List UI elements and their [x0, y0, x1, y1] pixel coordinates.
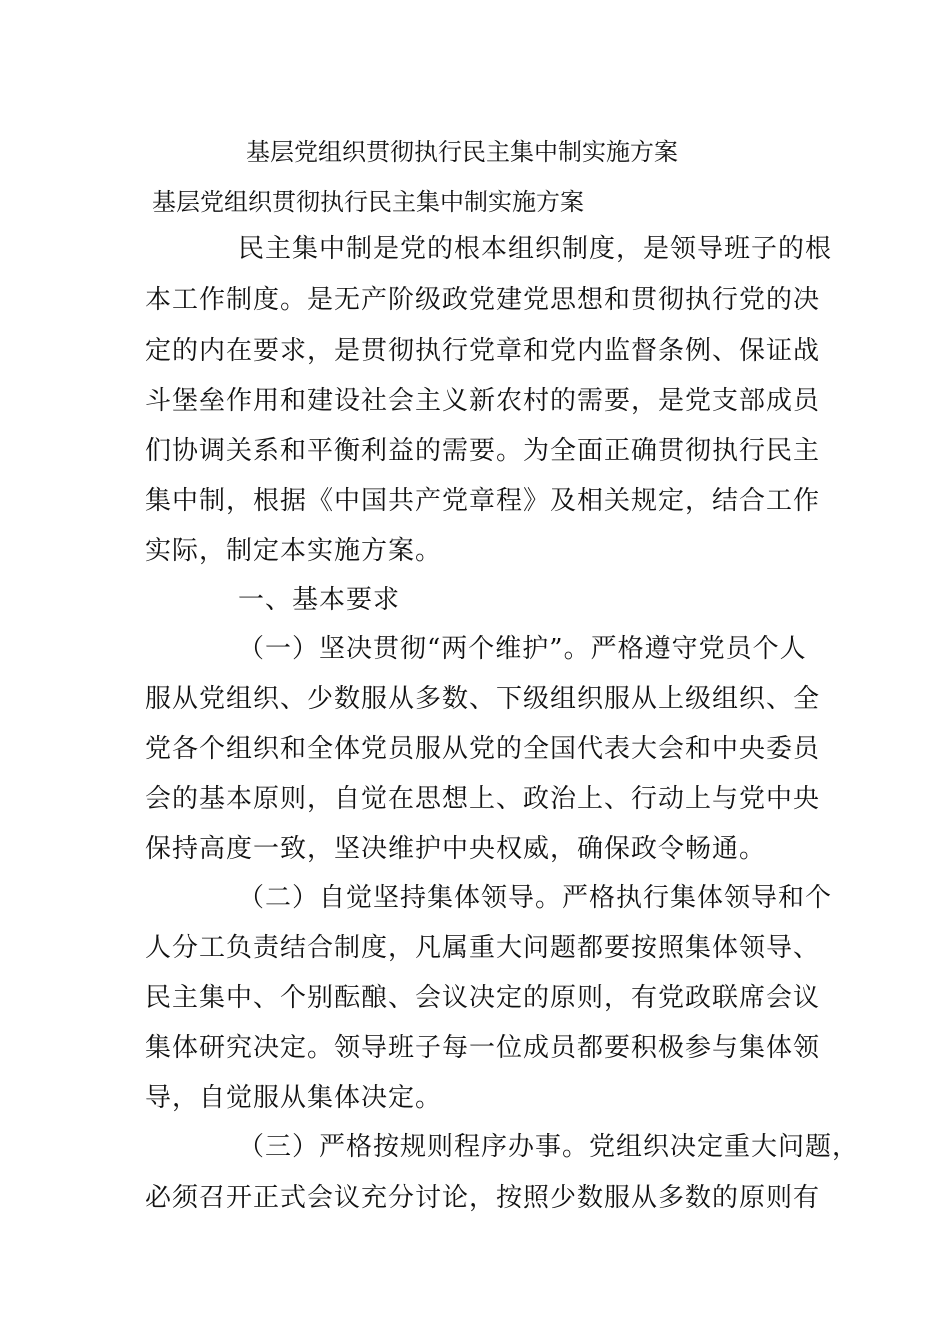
paragraph-line: 保持高度一致，坚决维护中央权威，确保政令畅通。 [145, 834, 767, 864]
paragraph-line: 必须召开正式会议充分讨论，按照少数服从多数的原则有 [145, 1183, 821, 1213]
paragraph-line: 导，自觉服从集体决定。 [145, 1083, 443, 1113]
paragraph-line: 民主集中、个别酝酿、会议决定的原则，有党政联席会议 [145, 983, 821, 1013]
paragraph-line: （二）自觉坚持集体领导。严格执行集体领导和个 [238, 883, 833, 913]
paragraph-line: 斗堡垒作用和建设社会主义新农村的需要，是党支部成员 [145, 386, 821, 416]
paragraph-line: 党各个组织和全体党员服从党的全国代表大会和中央委员 [145, 734, 821, 764]
document-subtitle: 基层党组织贯彻执行民主集中制实施方案 [152, 188, 584, 216]
section-heading: 一、基本要求 [238, 585, 401, 615]
paragraph-line: 本工作制度。是无产阶级政党建党思想和贯彻执行党的决 [145, 285, 821, 315]
paragraph-line: 会的基本原则，自觉在思想上、政治上、行动上与党中央 [145, 784, 821, 814]
paragraph-line: 集中制，根据《中国共产党章程》及相关规定，结合工作 [145, 486, 821, 516]
paragraph-line: 民主集中制是党的根本组织制度，是领导班子的根 [238, 234, 833, 264]
paragraph-line: 服从党组织、少数服从多数、下级组织服从上级组织、全 [145, 684, 821, 714]
paragraph-line: 定的内在要求，是贯彻执行党章和党内监督条例、保证战 [145, 336, 821, 366]
paragraph-line: 集体研究决定。领导班子每一位成员都要积极参与集体领 [145, 1033, 821, 1063]
paragraph-line: （三）严格按规则程序办事。党组织决定重大问题， [238, 1132, 860, 1162]
paragraph-line: 们协调关系和平衡利益的需要。为全面正确贯彻执行民主 [145, 436, 821, 466]
document-title: 基层党组织贯彻执行民主集中制实施方案 [246, 138, 678, 166]
paragraph-line: （一）坚决贯彻“两个维护”。严格遵守党员个人 [238, 634, 807, 664]
paragraph-line: 实际，制定本实施方案。 [145, 536, 443, 566]
paragraph-line: 人分工负责结合制度，凡属重大问题都要按照集体领导、 [145, 933, 821, 963]
